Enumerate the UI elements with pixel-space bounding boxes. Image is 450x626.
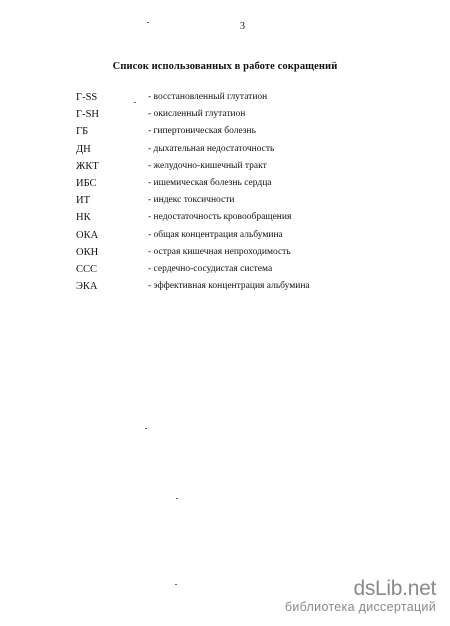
abbreviation-definition: - индекс токсичности: [148, 195, 235, 206]
abbreviation-term: ЖКТ: [76, 160, 99, 172]
abbreviation-row: [76, 126, 406, 143]
document-title: Список использованных в работе сокращений: [112, 61, 338, 72]
page-number: 3: [240, 21, 245, 32]
abbreviation-term: ССС: [76, 263, 98, 275]
scan-speck: [147, 22, 149, 23]
scan-speck: [175, 584, 177, 585]
abbreviation-list: [76, 92, 406, 298]
abbreviation-row: [76, 144, 406, 161]
watermark-tagline: библиотека диссертаций: [284, 600, 436, 614]
abbreviation-row: [76, 195, 406, 212]
watermark-logo: dsLib.net: [353, 577, 436, 600]
abbreviation-definition: - сердечно-сосудистая система: [148, 263, 273, 274]
abbreviation-definition: - гипертоническая болезнь: [148, 126, 256, 137]
scan-speck: [134, 102, 136, 103]
abbreviation-definition: - восстановленный глутатион: [148, 92, 268, 102]
abbreviation-row: [76, 178, 406, 195]
abbreviation-definition: - окисленный глутатион: [148, 109, 246, 120]
abbreviation-row: [76, 92, 406, 109]
abbreviation-row: [76, 264, 406, 281]
abbreviation-definition: - острая кишечная непроходимость: [148, 246, 291, 257]
abbreviation-row: [76, 230, 406, 247]
abbreviation-definition: - желудочно-кишечный тракт: [148, 160, 267, 171]
scan-speck: [145, 428, 147, 429]
abbreviation-definition: - дыхательная недостаточность: [148, 143, 275, 154]
watermark: [285, 578, 436, 614]
abbreviation-term: ОКА: [76, 229, 99, 241]
abbreviation-term: ИТ: [76, 195, 90, 207]
abbreviation-term: ОКН: [76, 246, 99, 258]
abbreviation-term: Г-SH: [76, 109, 99, 121]
abbreviation-definition: - ишемическая болезнь сердца: [148, 177, 272, 188]
abbreviation-term: ДН: [76, 143, 91, 155]
scan-speck: [176, 498, 178, 499]
abbreviation-term: Г-SS: [76, 92, 98, 103]
abbreviation-term: НК: [76, 212, 91, 224]
abbreviation-row: [76, 109, 406, 126]
abbreviation-row: [76, 247, 406, 264]
abbreviation-definition: - общая концентрация альбумина: [148, 229, 283, 240]
abbreviation-definition: - недостаточность кровообращения: [148, 212, 292, 223]
abbreviation-definition: - эффективная концентрация альбумина: [148, 281, 310, 292]
abbreviation-row: [76, 161, 406, 178]
abbreviation-row: [76, 212, 406, 229]
abbreviation-term: ИБС: [76, 177, 97, 189]
abbreviation-row: [76, 281, 406, 298]
abbreviation-term: ЭКА: [76, 281, 98, 293]
abbreviation-term: ГБ: [76, 126, 89, 138]
